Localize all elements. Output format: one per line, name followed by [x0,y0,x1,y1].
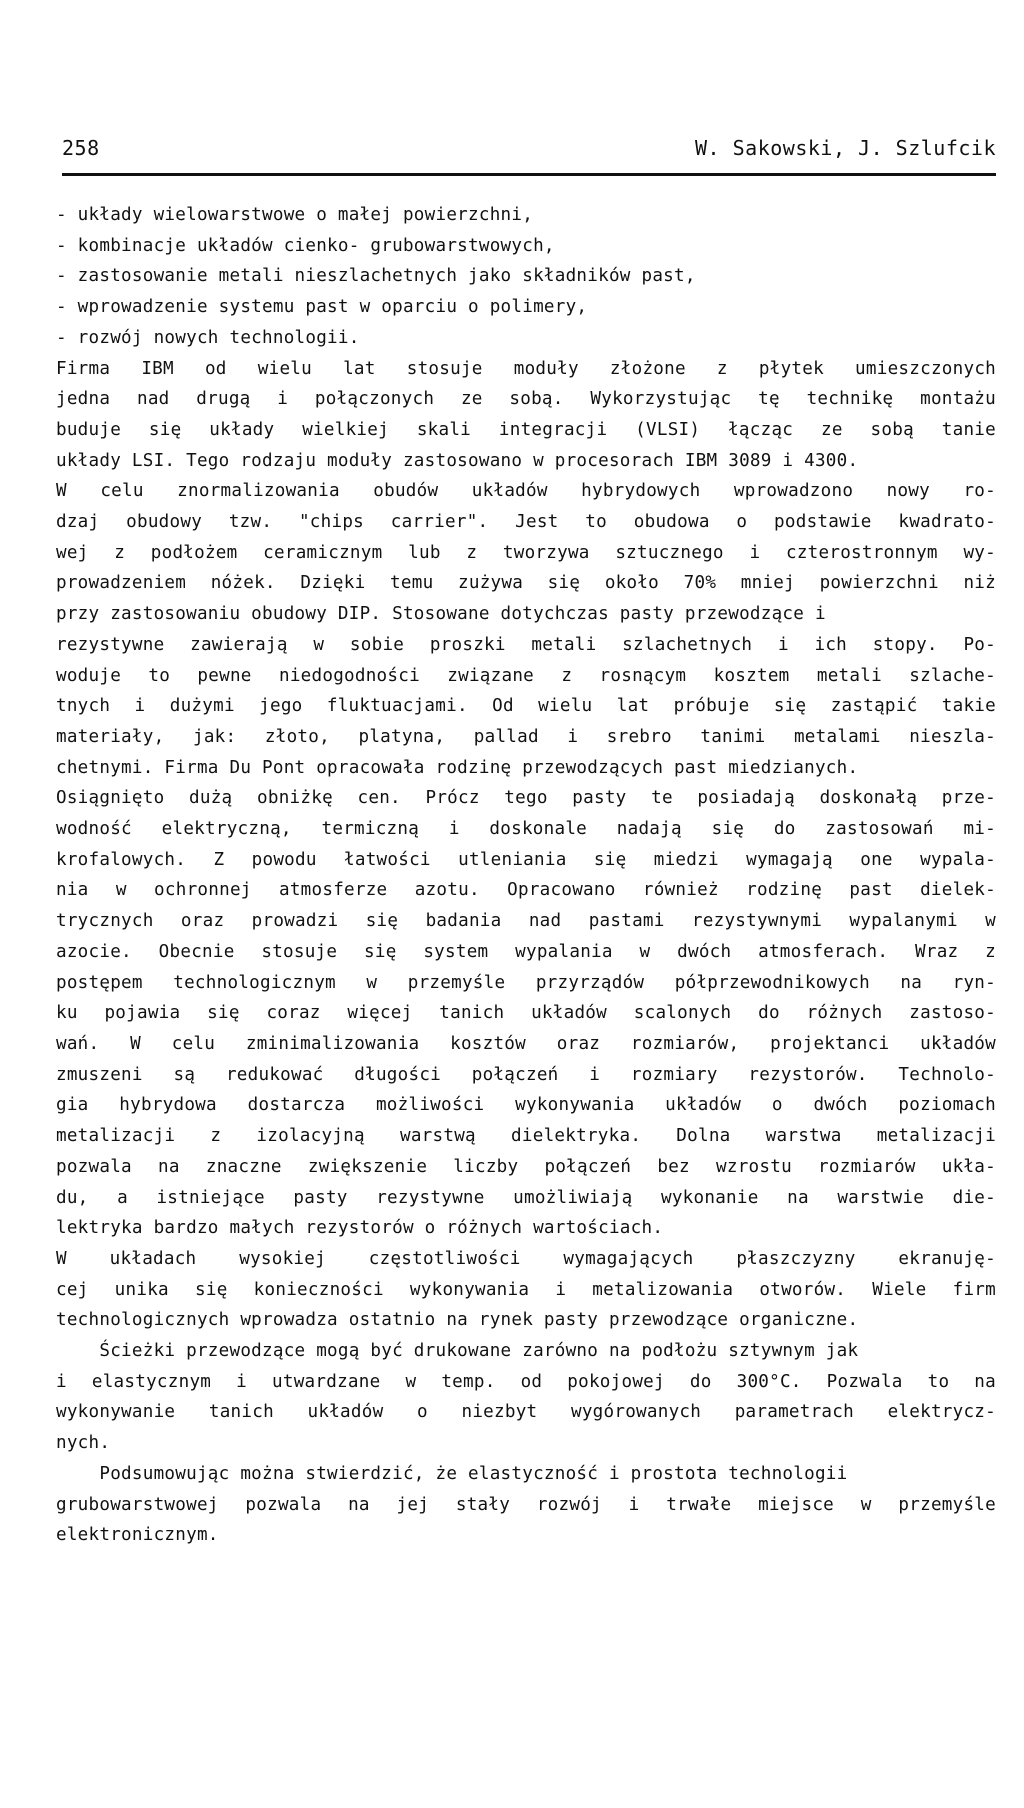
text-line: Osiągnięto dużą obniżkę cen. Prócz tego pasty te posiadają doskonałą prze- [56,788,996,809]
text-line: tnych i dużymi jego fluktuacjami. Od wielu lat próbuje się zastąpić takie [56,696,996,717]
text-line: woduje to pewne niedogodności związane z rosnącym kosztem metali szlache- [56,665,996,686]
text-line: przy zastosowaniu obudowy DIP. Stosowane dotychczas pasty przewodzące i [56,604,826,625]
text-line: wykonywanie tanich układów o niezbyt wygórowanych parametrach elektrycz- [56,1402,996,1423]
text-line: zmuszeni są redukować długości połączeń i rozmiary rezystorów. Technolo- [56,1064,996,1085]
text-line: wodność elektryczną, termiczną i doskonale nadają się do zastosowań mi- [56,819,996,840]
text-line: azocie. Obecnie stosuje się system wypalania w dwóch atmosferach. Wraz z [56,941,996,962]
page-header [62,136,996,160]
text-line: buduje się układy wielkiej skali integracji (VLSI) łącząc ze sobą tanie [56,419,996,440]
text-line: wań. W celu zminimalizowania kosztów oraz rozmiarów, projektanci układów [56,1033,996,1054]
text-line: nych. [56,1433,111,1454]
text-line: - wprowadzenie systemu past w oparciu o polimery, [56,297,588,318]
text-line: postępem technologicznym w przemyśle przyrządów półprzewodnikowych na ryn- [56,972,996,993]
text-line: gia hybrydowa dostarcza możliwości wykonywania układów o dwóch poziomach [56,1095,996,1116]
text-line: rezystywne zawierają w sobie proszki metali szlachetnych i ich stopy. Po- [56,634,996,655]
text-line: jedna nad drugą i połączonych ze sobą. Wykorzystując tę technikę montażu [56,389,996,410]
text-line: W celu znormalizowania obudów układów hybrydowych wprowadzono nowy ro- [56,481,996,502]
text-line: Podsumowując można stwierdzić, że elastyczność i prostota technologii [56,1463,848,1484]
text-line: dzaj obudowy tzw. "chips carrier". Jest to obudowa o podstawie kwadrato- [56,512,996,533]
text-line: ku pojawia się coraz więcej tanich układów scalonych do różnych zastoso- [56,1003,996,1024]
text-line: Ścieżki przewodzące mogą być drukowane zarówno na podłożu sztywnym jak [56,1341,859,1362]
text-line: chetnymi. Firma Du Pont opracowała rodzinę przewodzących past miedzianych. [56,757,859,778]
text-line: - układy wielowarstwowe o małej powierzchni, [56,205,534,225]
text-line: W układach wysokiej częstotliwości wymagających płaszczyzny ekranuję- [56,1248,996,1269]
text-line: materiały, jak: złoto, platyna, pallad i srebro tanimi metalami nieszla- [56,726,996,747]
text-line: lektryka bardzo małych rezystorów o różnych wartościach. [56,1218,664,1239]
text-line: - zastosowanie metali nieszlachetnych jako składników past, [56,266,696,287]
text-line: metalizacji z izolacyjną warstwą dielektryka. Dolna warstwa metalizacji [56,1126,996,1147]
text-line: prowadzeniem nóżek. Dzięki temu zużywa się około 70% mniej powierzchni niż [56,573,996,594]
text-line: du, a istniejące pasty rezystywne umożliwiają wykonanie na warstwie die- [56,1187,996,1208]
text-line: krofalowych. Z powodu łatwości utleniania się miedzi wymagają one wypala- [56,849,996,870]
text-line: technologicznych wprowadza ostatnio na rynek pasty przewodzące organiczne. [56,1310,859,1331]
running-head-authors: W. Sakowski, J. Szlufcik [695,136,996,160]
text-line: elektronicznym. [56,1525,219,1546]
text-line: - kombinacje układów cienko- grubowarstwowych, [56,235,555,256]
text-line: nia w ochronnej atmosferze azotu. Opracowano również rodzinę past dielek- [56,880,996,901]
text-line: wej z podłożem ceramicznym lub z tworzywa sztucznego i czterostronnym wy- [56,542,996,563]
header-rule [62,173,996,176]
text-line: układy LSI. Tego rodzaju moduły zastosowano w procesorach IBM 3089 i 4300. [56,450,859,471]
body-text [56,200,996,1551]
text-line: cej unika się konieczności wykonywania i metalizowania otworów. Wiele firm [56,1279,996,1300]
page-number: 258 [62,136,100,160]
text-line: - rozwój nowych technologii. [56,327,360,348]
text-line: pozwala na znaczne zwiększenie liczby połączeń bez wzrostu rozmiarów ukła- [56,1156,996,1177]
text-line: i elastycznym i utwardzane w temp. od pokojowej do 300°C. Pozwala to na [56,1371,996,1392]
text-line: trycznych oraz prowadzi się badania nad pastami rezystywnymi wypalanymi w [56,911,996,932]
text-line: grubowarstwowej pozwala na jej stały rozwój i trwałe miejsce w przemyśle [56,1494,996,1515]
text-line: Firma IBM od wielu lat stosuje moduły złożone z płytek umieszczonych [56,358,996,379]
